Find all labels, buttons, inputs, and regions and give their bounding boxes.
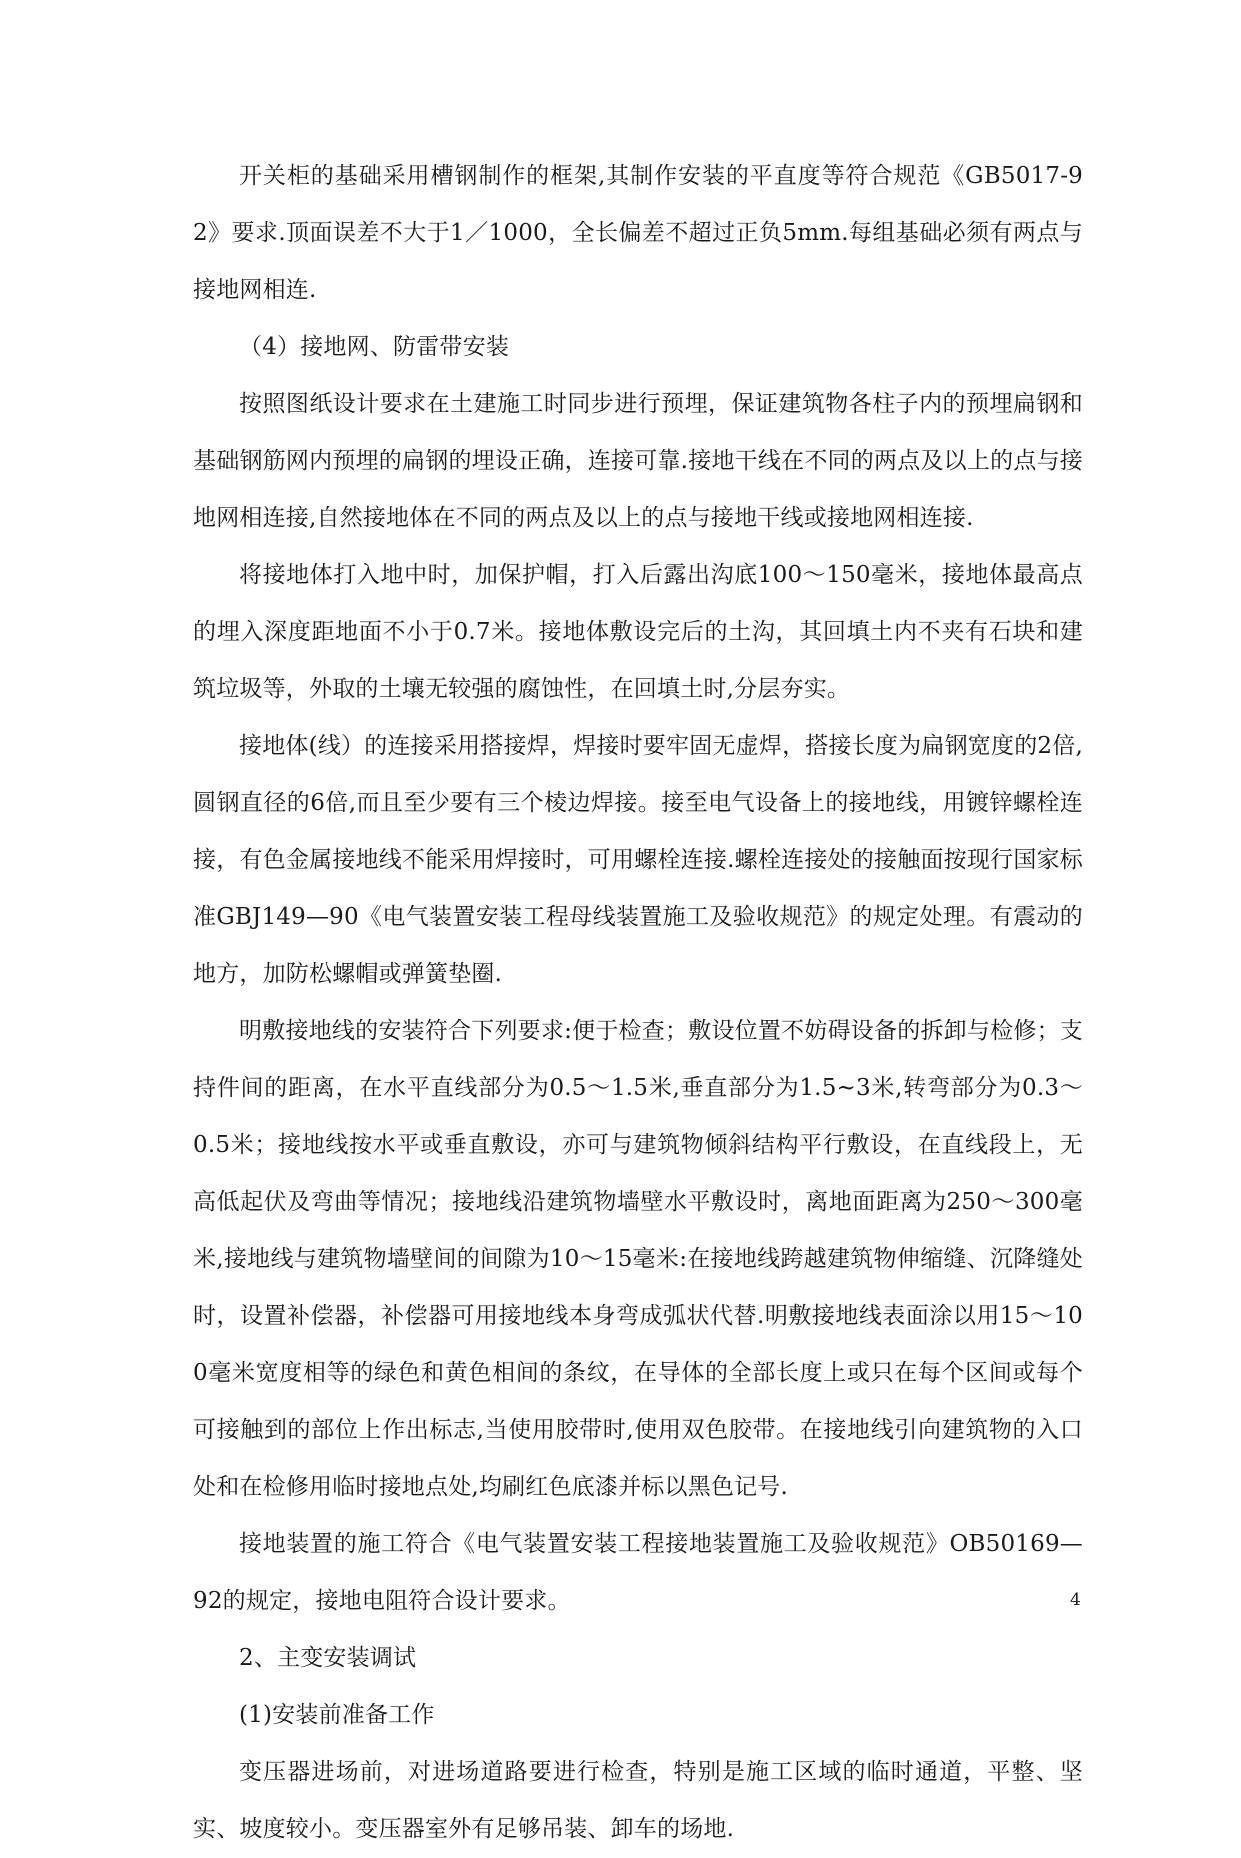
paragraph-switchgear-foundation: 开关柜的基础采用槽钢制作的框架,其制作安装的平直度等符合规范《GB5017-92》要求.顶面误差不大于1／1000，全长偏差不超过正负5mm.每组基础必须有两点与接地网相连. (193, 163, 1083, 303)
paragraph-embedding: 按照图纸设计要求在土建施工时同步进行预埋，保证建筑物各柱子内的预埋扁钢和基础钢筋网内预埋的扁钢的埋设正确，连接可靠.接地干线在不同的两点及以上的点与接地网相连接,自然接地体在不同的两点及以上的点与接地干线或接地网相连接. (193, 391, 1083, 531)
paragraph-grounding-rod: 将接地体打入地中时，加保护帽，打入后露出沟底100～150毫米，接地体最高点的埋入深度距地面不小于0.7米。接地体敷设完后的土沟，其回填土内不夹有石块和建筑垃圾等，外取的土壤无较强的腐蚀性，在回填土时,分层夯实。 (193, 562, 1083, 702)
paragraph-exposed-conductor: 明敷接地线的安装符合下列要求:便于检查；敷设位置不妨碍设备的拆卸与检修；支持件间的距离，在水平直线部分为0.5～1.5米,垂直部分为1.5~3米,转弯部分为0.3～0.5米；接地线按水平或垂直敷设，亦可与建筑物倾斜结构平行敷设，在直线段上，无高低起伏及弯曲等情况；接地线沿建筑物墙壁水平敷设时，离地面距离为250～300毫米,接地线与建筑物墙壁间的间隙为10～15毫米:在接地线跨越建筑物伸缩缝、沉降缝处时，设置补偿器，补偿器可用接地线本身弯成弧状代替.明敷接地线表面涂以用15～100毫米宽度相等的绿色和黄色相间的条纹，在导体的全部长度上或只在每个区间或每个可接触到的部位上作出标志,当使用胶带时,使用双色胶带。在接地线引向建筑物的入口处和在检修用临时接地点处,均刷红色底漆并标以黑色记号. (193, 1018, 1083, 1500)
heading-preparation: (1)安装前准备工作 (239, 1702, 435, 1728)
paragraph-transformer-entry: 变压器进场前，对进场道路要进行检查，特别是施工区域的临时通道，平整、坚实、坡度较小。变压器室外有足够吊装、卸车的场地. (193, 1759, 1083, 1842)
heading-transformer-install: 2、主变安装调试 (239, 1645, 417, 1671)
document-body (193, 148, 1083, 1858)
page-number: 4 (1070, 1590, 1081, 1610)
heading-grounding-grid: （4）接地网、防雷带安装 (239, 334, 510, 360)
paragraph-welding: 接地体(线）的连接采用搭接焊，焊接时要牢固无虚焊，搭接长度为扁钢宽度的2倍,圆钢直径的6倍,而且至少要有三个棱边焊接。接至电气设备上的接地线，用镀锌螺栓连接，有色金属接地线不能采用焊接时，可用螺栓连接.螺栓连接处的接触面按现行国家标准GBJ149—90《电气装置安装工程母线装置施工及验收规范》的规定处理。有震动的地方，加防松螺帽或弹簧垫圈. (193, 733, 1083, 987)
paragraph-grounding-standard: 接地装置的施工符合《电气装置安装工程接地装置施工及验收规范》OB50169—92的规定，接地电阻符合设计要求。 (193, 1531, 1083, 1614)
